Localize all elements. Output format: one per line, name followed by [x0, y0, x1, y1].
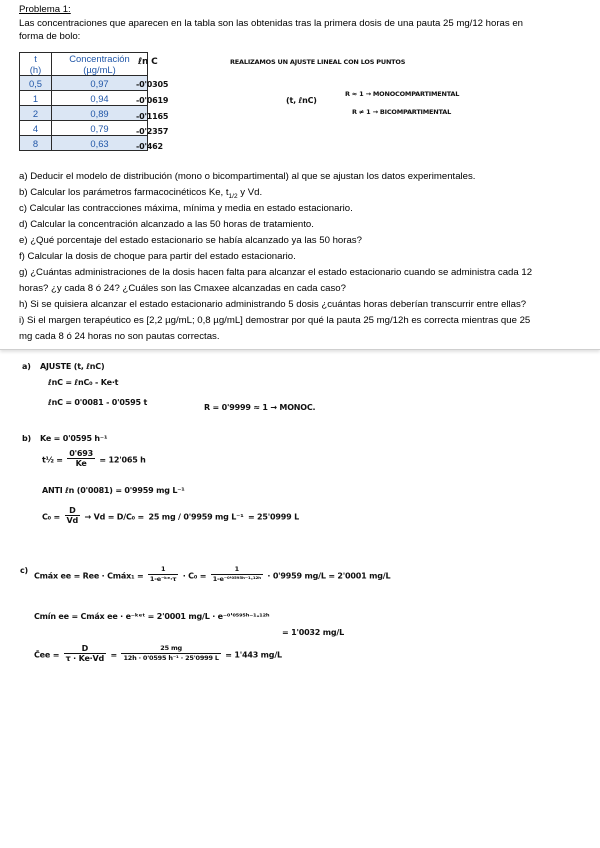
question-h: h) Si se quisiera alcanzar el estado estacionario administrando 5 dosis ¿cuántas horas deberían transcurrir entre ellas?	[19, 299, 527, 310]
answer-c-cmean: C̄ee = $\frac{D}{\tau \cdot Ke\cdot Vd}$ = $\frac{25 mg}{\text{12h · 0'0595 h⁻¹ · 25'0999 L}}$ = 1'443 mg/L	[34, 644, 282, 663]
intro-line-2: forma de bolo:	[19, 31, 81, 42]
answer-c-cmin: Cmín ee = Cmáx ee · e⁻ᵏᵉᵗ = 2'0001 mg/L · e⁻⁰'⁰⁵⁹⁵ʰ⁻¹·¹²ʰ	[34, 612, 270, 621]
question-i-cont: mg cada 8 ó 24 horas no son pautas correctas.	[19, 331, 220, 342]
ln-value: -0'462	[136, 142, 163, 151]
ln-value: -0'1165	[136, 112, 169, 121]
problem-title: Problema 1:	[19, 4, 71, 15]
answer-b-ke: Ke = 0'0595 h⁻¹	[40, 434, 108, 443]
pair-label: (t, ℓnC)	[286, 96, 317, 105]
question-i: i) Si el margen terapéutico es [2,2 µg/mL; 0,8 µg/mL] demostrar por qué la pauta 25 mg/12h es correcta mientras que 25	[19, 315, 531, 326]
question-e: e) ¿Qué porcentaje del estado estacionario se había alcanzado ya las 50 horas?	[19, 235, 362, 246]
branch-mono: R ≈ 1 → MONOCOMPARTIMENTAL	[345, 90, 460, 98]
answer-a-eq2: ℓnC = 0'0081 - 0'0595 t	[48, 398, 148, 407]
answer-a-label: a)	[22, 362, 31, 371]
question-g-cont: horas? ¿y cada 8 ó 24? ¿Cuáles son las Cmaxee alcanzadas en cada caso?	[19, 283, 346, 294]
answer-b-anti: ANTI ℓn (0'0081) = 0'9959 mg L⁻¹	[42, 486, 185, 495]
ln-header: ℓn C	[138, 57, 158, 67]
ln-value: -0'2357	[136, 127, 169, 136]
table-row: 8 0,63	[20, 136, 148, 151]
question-c: c) Calcular las contracciones máxima, mínima y media en estado estacionario.	[19, 203, 353, 214]
answer-a-r: R = 0'9999 ≈ 1 → MONOC.	[204, 403, 316, 412]
branch-bi: R ≠ 1 → BICOMPARTIMENTAL	[352, 108, 452, 116]
answer-b-thalf: t½ = $\frac{0'693}{Ke}$ = 12'065 h	[42, 449, 146, 468]
concentration-table	[19, 52, 148, 151]
answer-a-eq1: ℓnC = ℓnC₀ - Ke·t	[48, 378, 119, 387]
problem-statement	[0, 0, 600, 350]
intro-line-1: Las concentraciones que aparecen en la tabla son las obtenidas tras la primera dosis de una pauta 25 mg/12 horas en	[19, 18, 523, 29]
table-row: 0,5 0,97	[20, 76, 148, 91]
answer-a-title: AJUSTE (t, ℓnC)	[40, 362, 105, 371]
ln-value: -0'0619	[136, 96, 169, 105]
ln-value: -0'0305	[136, 80, 169, 89]
question-a: a) Deducir el modelo de distribución (mono o bicompartimental) al que se ajustan los datos experimentales.	[19, 171, 476, 182]
table-header-concentration: Concentración (µg/mL)	[52, 53, 148, 76]
answer-b-vd: C₀ = $\frac{D}{Vd}$ → Vd = D/C₀ = 25 mg / 0'9959 mg L⁻¹ = 25'0999 L	[42, 506, 299, 525]
table-header-time: t (h)	[20, 53, 52, 76]
table-row: 1 0,94	[20, 91, 148, 106]
answer-b-label: b)	[22, 434, 31, 443]
question-b: b) Calcular los parámetros farmacocinéticos Ke, $t_{1/2}$ y Vd.	[19, 187, 263, 200]
table-row: 2 0,89	[20, 106, 148, 121]
answer-c-label: c)	[20, 566, 28, 575]
answer-c-cmin-result: = 1'0032 mg/L	[282, 628, 345, 637]
note-linear-fit: REALIZAMOS UN AJUSTE LINEAL CON LOS PUNTOS	[230, 58, 406, 66]
question-g: g) ¿Cuántas administraciones de la dosis hacen falta para alcanzar el estado estacionario cuando se administra cada 12	[19, 267, 533, 278]
question-f: f) Calcular la dosis de choque para partir del estado estacionario.	[19, 251, 296, 262]
table-row: 4 0,79	[20, 121, 148, 136]
answer-c-cmax: Cmáx ee = Ree · Cmáx₁ = $\frac{1}{\text{1-e⁻ᵏᵉ·τ}}$ · C₀ = $\frac{1}{\text{1-e⁻⁰'⁰⁵⁹⁵ʰ⁻¹·¹²ʰ}}$ · 0'9959 mg/L = 2'0001 mg/L	[34, 565, 391, 583]
question-d: d) Calcular la concentración alcanzado a las 50 horas de tratamiento.	[19, 219, 314, 230]
